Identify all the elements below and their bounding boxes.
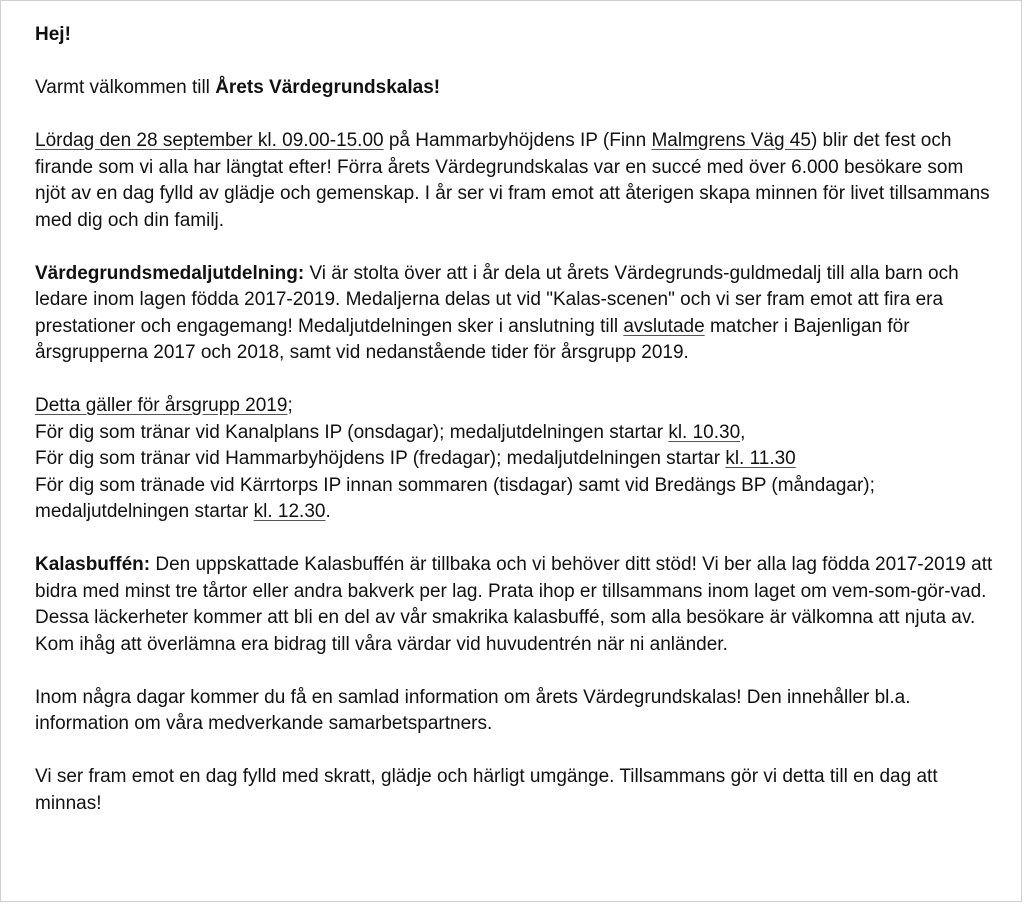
event-name: Årets Värdegrundskalas! xyxy=(215,77,441,98)
closing-paragraph: Vi ser fram emot en dag fylld med skratt, glädje och härligt umgänge. Tillsammans gör vi detta till en dag att minnas! xyxy=(35,766,938,814)
address-link[interactable]: Malmgrens Väg 45 xyxy=(651,130,811,151)
intro-paragraph: Lördag den 28 september kl. 09.00-15.00 på Hammarbyhöjdens IP (Finn Malmgrens Väg 45) blir det fest och firande som vi alla har längtat efter! Förra årets Värdegrundskalas var en succé med över 6.000 besökare som njöt av en dag fylld av glädje och gemenskap. I år ser vi fram emot att återigen skapa minnen för livet tillsammans med dig och din familj. xyxy=(35,130,990,231)
medal-paragraph: Värdegrundsmedaljutdelning: Vi är stolta över att i år dela ut årets Värdegrunds-guldmedalj till alla barn och ledare inom lagen födda 2017-2019. Medaljerna delas ut vid "Kalas-scenen" och vi ser fram emot att fira era prestationer och engagemang! Medaljutdelningen sker i anslutning till avslutade matcher i Bajenligan för årsgrupperna 2017 och 2018, samt vid nedanstående tider för årsgrupp 2019. xyxy=(35,262,959,363)
schedule-heading-link[interactable]: Detta gäller för årsgrupp 2019 xyxy=(35,395,288,416)
info-paragraph: Inom några dagar kommer du få en samlad information om årets Värdegrundskalas! Den innehåller bl.a. information om våra medverkande samarbetspartners. xyxy=(35,686,911,734)
email-body xyxy=(35,22,995,844)
welcome-paragraph: Varmt välkommen till Årets Värdegrundskalas! xyxy=(35,77,441,98)
greeting: Hej! xyxy=(35,24,71,45)
event-date-link[interactable]: Lördag den 28 september kl. 09.00-15.00 xyxy=(35,130,384,151)
buffet-paragraph: Kalasbuffén: Den uppskattade Kalasbuffén är tillbaka och vi behöver ditt stöd! Vi ber alla lag födda 2017-2019 att bidra med minst tre tårtor eller andra bakverk per lag. Prata ihop er tillsammans inom laget om vem-som-gör-vad. Dessa läckerheter kommer att bli en del av vår smakrika kalasbuffé, som alla besökare är välkomna att njuta av. Kom ihåg att överlämna era bidrag till våra värdar vid huvudentrén när ni anländer. xyxy=(35,554,993,655)
time-link-1030[interactable]: kl. 10.30 xyxy=(668,421,741,443)
medal-heading: Värdegrundsmedaljutdelning: xyxy=(35,262,305,284)
time-link-1130[interactable]: kl. 11.30 xyxy=(725,448,796,469)
avslutade-link[interactable]: avslutade xyxy=(623,315,705,337)
buffet-heading: Kalasbuffén: xyxy=(35,554,151,575)
time-link-1230[interactable]: kl. 12.30 xyxy=(253,501,326,522)
schedule-paragraph: Detta gäller för årsgrupp 2019; För dig som tränar vid Kanalplans IP (onsdagar); medaljutdelningen startar kl. 10.30, För dig som tränar vid Hammarbyhöjdens IP (fredagar); medaljutdelningen startar kl. 11.30 För dig som tränade vid Kärrtorps IP innan sommaren (tisdagar) samt vid Bredängs BP (måndagar); medaljutdelningen startar kl. 12.30. xyxy=(35,395,875,522)
